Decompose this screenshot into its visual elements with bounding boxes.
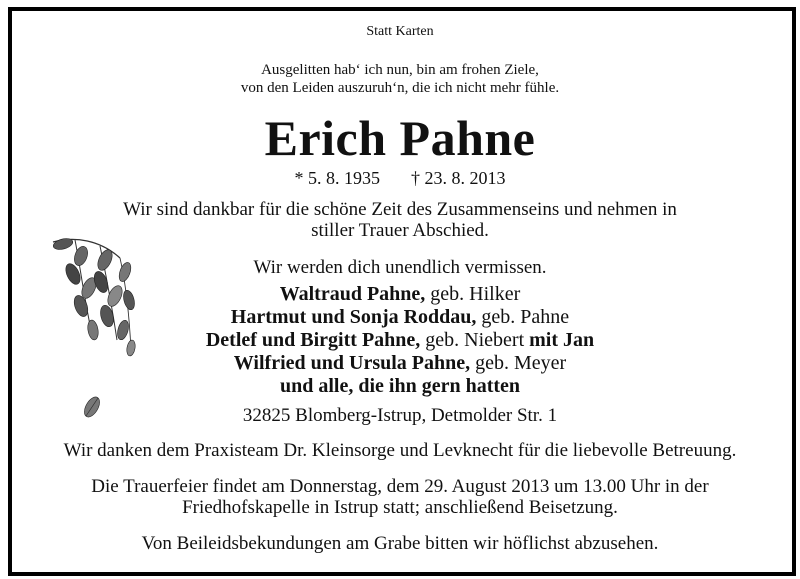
family-name: Detlef und Birgitt Pahne, <box>205 329 421 351</box>
address: 32825 Blomberg-Istrup, Detmolder Str. 1 <box>242 405 558 426</box>
condolence-line: Von Beileidsbekundungen am Grabe bitten wir höflichst abzusehen. <box>141 533 659 554</box>
family-note: geb. Meyer <box>470 352 567 374</box>
leaf-branch-icon <box>45 230 140 360</box>
death-date: † 23. 8. 2013 <box>411 168 506 188</box>
birth-date: * 5. 8. 1935 <box>294 168 380 188</box>
header-text: Statt Karten <box>366 24 434 39</box>
family-tail: mit Jan <box>529 329 595 351</box>
family-name: Hartmut und Sonja Roddau, <box>230 306 477 328</box>
verse-line-2: von den Leiden auszuruh‘n, die ich nicht mehr fühle. <box>240 80 560 96</box>
miss-line: Wir werden dich unendlich vermissen. <box>253 257 547 278</box>
deceased-name: Erich Pahne <box>264 110 536 166</box>
thanks-line-1: Wir sind dankbar für die schöne Zeit des Zusammenseins und nehmen in <box>123 199 677 220</box>
verse-line-1: Ausgelitten hab‘ ich nun, bin am frohen Ziele, <box>261 62 539 78</box>
family-note: geb. Niebert <box>420 329 530 351</box>
family-name: Waltraud Pahne, <box>279 283 426 305</box>
family-all: und alle, die ihn gern hatten <box>279 375 521 397</box>
life-dates <box>0 168 800 189</box>
family-note: geb. Hilker <box>425 283 521 305</box>
falling-leaf-icon <box>80 392 104 422</box>
thanks-practice: Wir danken dem Praxisteam Dr. Kleinsorge und Levknecht für die liebevolle Betreuung. <box>63 440 737 461</box>
thanks-line-2: stiller Trauer Abschied. <box>311 220 489 241</box>
family-note: geb. Pahne <box>476 306 570 328</box>
family-name: Wilfried und Ursula Pahne, <box>233 352 471 374</box>
funeral-line-1: Die Trauerfeier findet am Donnerstag, dem 29. August 2013 um 13.00 Uhr in der <box>91 476 709 497</box>
funeral-line-2: Friedhofskapelle in Istrup statt; anschließend Beisetzung. <box>182 497 618 518</box>
